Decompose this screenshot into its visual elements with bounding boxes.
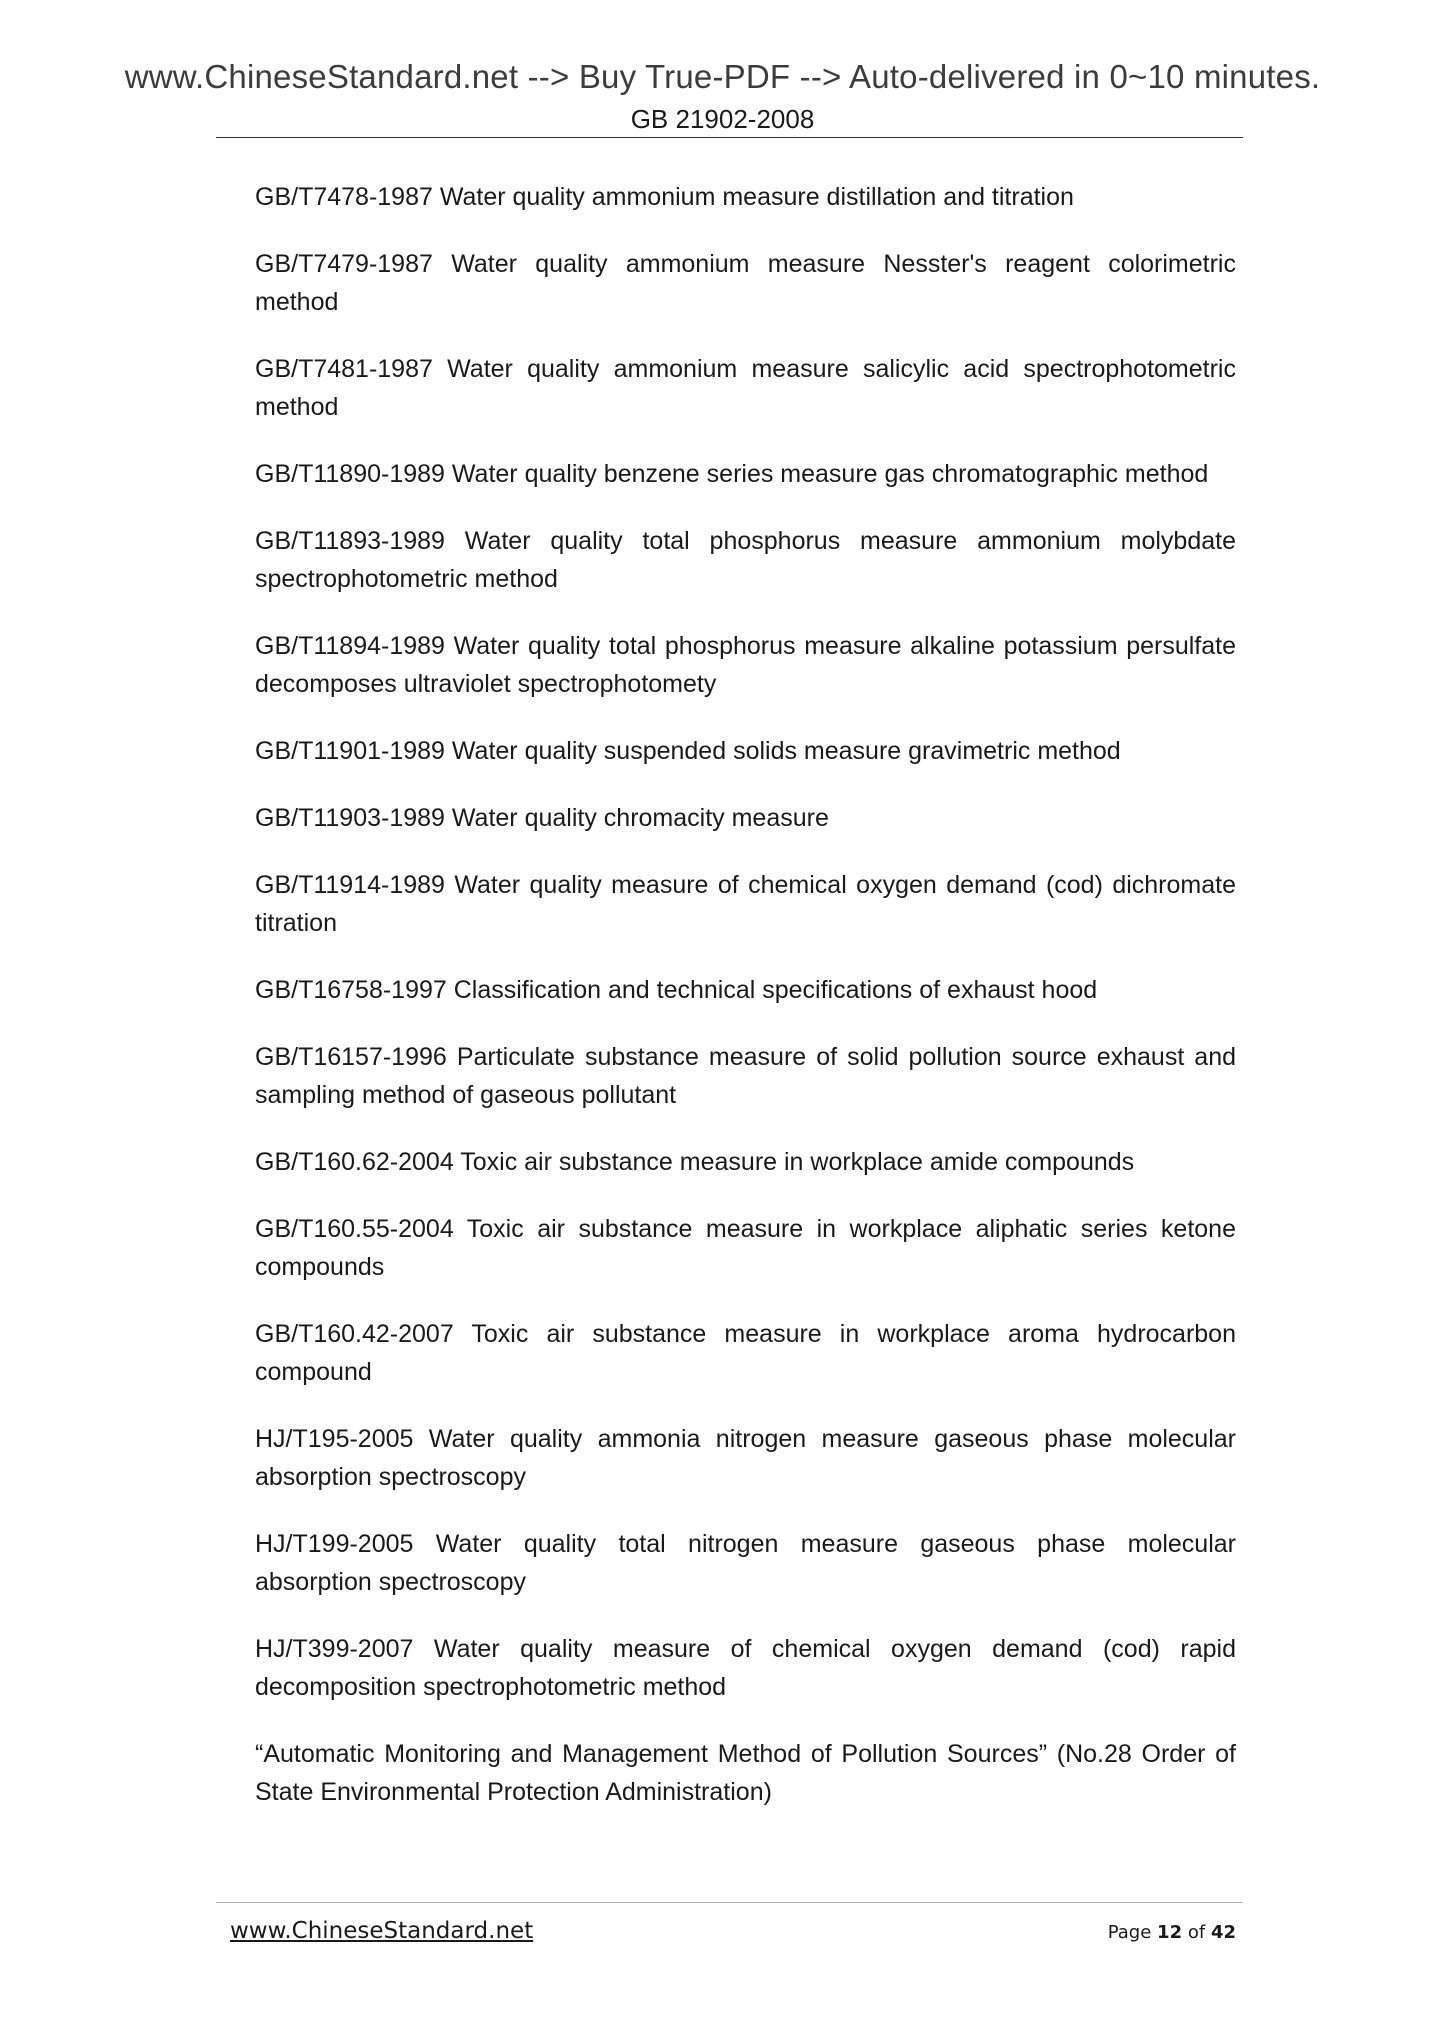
reference-item: GB/T11901-1989 Water quality suspended solids measure gravimetric method xyxy=(255,737,1121,765)
reference-item: GB/T7479-1987 Water quality ammonium measure Nesster's reagent colorimetric method xyxy=(255,250,1236,316)
reference-item: GB/T160.42-2007 Toxic air substance measure in workplace aroma hydrocarbon compound xyxy=(255,1320,1236,1386)
reference-item: GB/T11914-1989 Water quality measure of chemical oxygen demand (cod) dichromate titration xyxy=(255,871,1236,937)
page-current: 12 xyxy=(1157,1922,1183,1943)
reference-item: GB/T160.62-2004 Toxic air substance measure in workplace amide compounds xyxy=(255,1148,1135,1176)
reference-item: GB/T11893-1989 Water quality total phosphorus measure ammonium molybdate spectrophotometric method xyxy=(255,527,1236,593)
footer-site-link[interactable]: www.ChineseStandard.net xyxy=(230,1918,534,1944)
reference-item: GB/T7478-1987 Water quality ammonium measure distillation and titration xyxy=(255,183,1074,211)
reference-item: “Automatic Monitoring and Management Method of Pollution Sources” (No.28 Order of State Environmental Protection Administration) xyxy=(255,1740,1236,1806)
page-prefix: Page xyxy=(1107,1922,1152,1943)
standard-code: GB 21902-2008 xyxy=(630,104,815,134)
reference-item: HJ/T399-2007 Water quality measure of chemical oxygen demand (cod) rapid decomposition spectrophotometric method xyxy=(255,1635,1236,1701)
footer-divider xyxy=(216,1902,1243,1903)
reference-item: GB/T7481-1987 Water quality ammonium measure salicylic acid spectrophotometric method xyxy=(255,355,1236,421)
reference-item: GB/T11903-1989 Water quality chromacity measure xyxy=(255,804,829,832)
reference-item: GB/T16758-1997 Classification and technical specifications of exhaust hood xyxy=(255,976,1098,1004)
reference-item: GB/T16157-1996 Particulate substance measure of solid pollution source exhaust and sampling method of gaseous pollutant xyxy=(255,1043,1236,1109)
reference-list xyxy=(255,178,1236,1840)
reference-item: HJ/T195-2005 Water quality ammonia nitrogen measure gaseous phase molecular absorption spectroscopy xyxy=(255,1425,1236,1491)
reference-item: GB/T11894-1989 Water quality total phosphorus measure alkaline potassium persulfate decomposes ultraviolet spectrophotomety xyxy=(255,632,1236,698)
reference-item: GB/T11890-1989 Water quality benzene series measure gas chromatographic method xyxy=(255,460,1209,488)
reference-item: HJ/T199-2005 Water quality total nitrogen measure gaseous phase molecular absorption spectroscopy xyxy=(255,1530,1236,1596)
page-of: of xyxy=(1187,1922,1206,1943)
page-number xyxy=(1000,1922,1236,1943)
header-divider xyxy=(216,137,1243,138)
page-total: 42 xyxy=(1210,1922,1236,1943)
reference-item: GB/T160.55-2004 Toxic air substance measure in workplace aliphatic series ketone compounds xyxy=(255,1215,1236,1281)
header-banner: www.ChineseStandard.net --> Buy True-PDF --> Auto-delivered in 0~10 minutes. xyxy=(124,58,1321,95)
